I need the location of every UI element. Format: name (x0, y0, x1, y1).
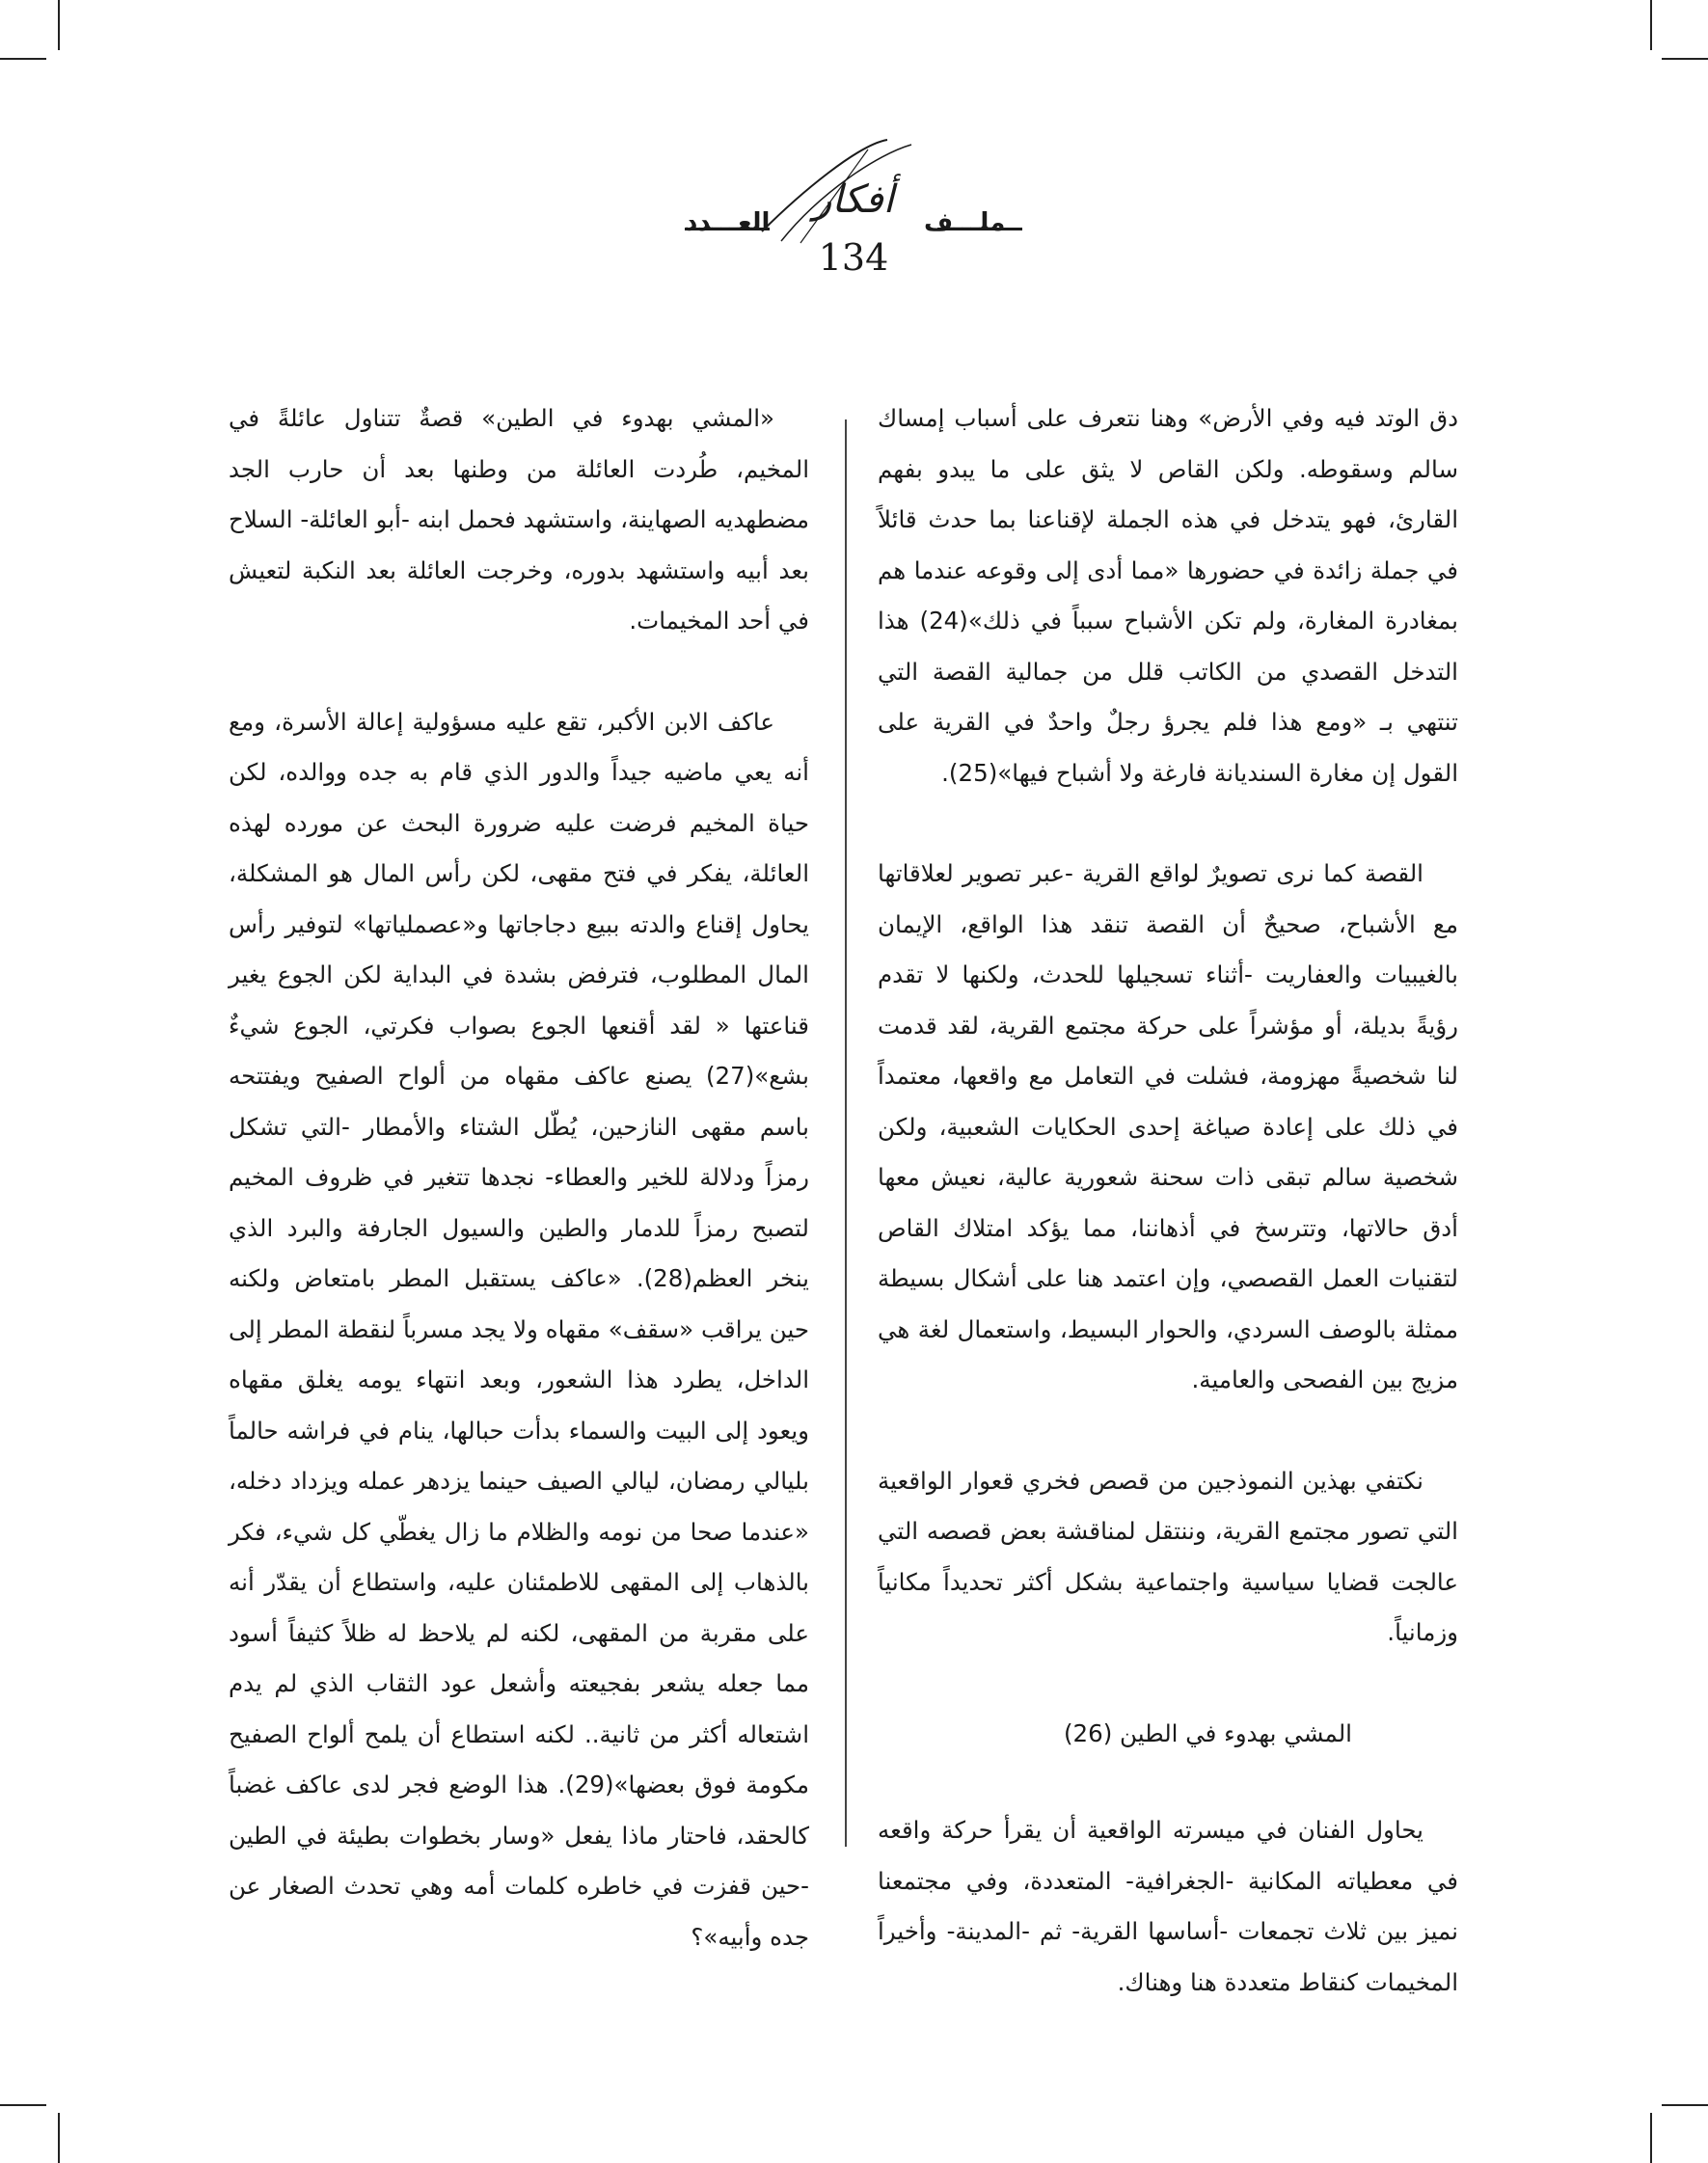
issue-label: العـــدد (685, 208, 771, 237)
crop-mark-bottom-right-h (1662, 2104, 1708, 2106)
paragraph: القصة كما نرى تصويرٌ لواقع القرية -عبر تصوير لعلاقاتها مع الأشباح، صحيحٌ أن القصة تنقد هذا الواقع، الإيمان بالغيبيات والعفاريت -أثناء تسجيلها للحدث، ولكنها لا تقدم رؤيةً بديلة، أو مؤشراً على حركة مجتمع القرية، لقد قدمت لنا شخصيةً مهزومة، فشلت في التعامل مع واقعها، معتمداً في ذلك على إعادة صياغة إحدى الحكايات الشعبية، ولكن شخصية سالم تبقى ذات سحنة شعورية عالية، نعيش معها أدق حالاتها، وتترسخ في أذهاننا، مما يؤكد امتلاك القاص لتقنيات العمل القصصي، وإن اعتمد هنا على أشكال بسيطة ممثلة بالوصف السردي، والحوار البسيط، واستعمال لغة هي مزيج بين الفصحى والعامية. (878, 859, 1458, 1393)
paragraph: عاكف الابن الأكبر، تقع عليه مسؤولية إعالة الأسرة، ومع أنه يعي ماضيه جيداً والدور الذي قام به جده ووالده، لكن حياة المخيم فرضت عليه ضرورة البحث عن مورده لهذه العائلة، يفكر في فتح مقهى، لكن رأس المال هو المشكلة، يحاول إقناع والدته ببيع دجاجاتها و«عصملياتها» لتوفير رأس المال المطلوب، فترفض بشدة في البداية لكن الجوع يغير قناعتها « لقد أقنعها الجوع بصواب فكرتي، الجوع شيءٌ بشع»(27) يصنع عاكف مقهاه من ألواح الصفيح ويفتتحه باسم مقهى النازحين، يُطّل الشتاء والأمطار -التي تشكل رمزاً ودلالة للخير والعطاء- نجدها تتغير في ظروف المخيم لتصبح رمزاً للدمار والطين والسيول الجارفة والبرد الذي ينخر العظم(28). «عاكف يستقبل المطر بامتعاض ولكنه حين يراقب «سقف» مقهاه ولا يجد مسرباً لنقطة المطر إلى الداخل، يطرد هذا الشعور، وبعد انتهاء يومه يغلق مقهاه ويعود إلى البيت والسماء بدأت حبالها، ينام في فراشه حالماً بليالي رمضان، ليالي الصيف حينما يزدهر عمله ويزداد دخله، «عندما صحا من نومه والظلام ما زال يغطّي كل شيء، فكر بالذهاب إلى المقهى للاطمئنان عليه، واستطاع أن يقدّر أنه على مقربة من المقهى، لكنه لم يلاحظ له ظلاً كثيفاً أسود مما جعله يشعر بفجيعته وأشعل عود الثقاب الذي لم يدم اشتعاله أكثر من ثانية.. لكنه استطاع أن يلمح ألواح الصفيح مكومة فوق بعضها»(29). هذا الوضع فجر لدى عاكف غضباً كالحقد، فاحتار ماذا يفعل «وسار بخطوات بطيئة في الطين -حين قفزت في خاطره كلمات أمه وهي تحدث الصغار عن جده وأبيه»؟ (229, 707, 809, 1951)
paragraph: نكتفي بهذين النموذجين من قصص فخري قعوار الواقعية التي تصور مجتمع القرية، وننتقل لمناقشة بعض قصصه التي عالجت قضايا سياسية واجتماعية بشكل أكثر تحديداً مكانياً وزمانياً. (878, 1466, 1458, 1646)
right-column (878, 393, 1458, 2058)
paragraph: دق الوتد فيه وفي الأرض» وهنا نتعرف على أسباب إمساك سالم وسقوطه. ولكن القاص لا يثق على ما يبدو بفهم القارئ، فهو يتدخل في هذه الجملة لإقناعنا بما حدث قائلاً في جملة زائدة في حضورها «مما أدى إلى وقوعه عندما هم بمغادرة المغارة، ولم تكن الأشباح سبباً في ذلك»(24) هذا التدخل القصدي من الكاتب قلل من جمالية القصة التي تنتهي بـ «ومع هذا فلم يجرؤ رجلٌ واحدٌ في القرية على القول إن مغارة السنديانة فارغة ولا أشباح فيها»(25). (878, 404, 1458, 787)
section-subheading: المشي بهدوء في الطين (26) (1063, 1718, 1352, 1747)
page-number: 134 (818, 236, 889, 279)
column-divider (845, 419, 847, 1847)
crop-mark-top-left (58, 0, 60, 50)
crop-mark-top-right (1650, 0, 1652, 50)
paragraph: يحاول الفنان في ميسرته الواقعية أن يقرأ حركة واقعه في معطياته المكانية -الجغرافية- المتعددة، وفي مجتمعنا نميز بين ثلاث تجمعات -أساسها القرية- ثم -المدينة- وأخيراً المخيمات كنقاط متعددة هنا وهناك. (878, 1816, 1458, 1996)
crop-mark-bottom-right (1650, 2113, 1652, 2163)
left-column (229, 393, 809, 2013)
paragraph: «المشي بهدوء في الطين» قصةٌ تتناول عائلةً في المخيم، طُردت العائلة من وطنها بعد أن حارب الجد مضطهديه الصهاينة، واستشهد فحمل ابنه -أبو العائلة- السلاح بعد أبيه واستشهد بدوره، وخرجت العائلة بعد النكبة لتعيش في أحد المخيمات. (229, 404, 809, 635)
crop-mark-bottom-left (58, 2113, 60, 2163)
crop-mark-top-left-h (0, 58, 46, 60)
crop-mark-top-right-h (1662, 58, 1708, 60)
running-header (0, 174, 1708, 289)
crop-mark-bottom-left-h (0, 2104, 46, 2106)
section-label: ملـــف (924, 208, 1006, 237)
logo-text: أفكار (813, 177, 894, 222)
